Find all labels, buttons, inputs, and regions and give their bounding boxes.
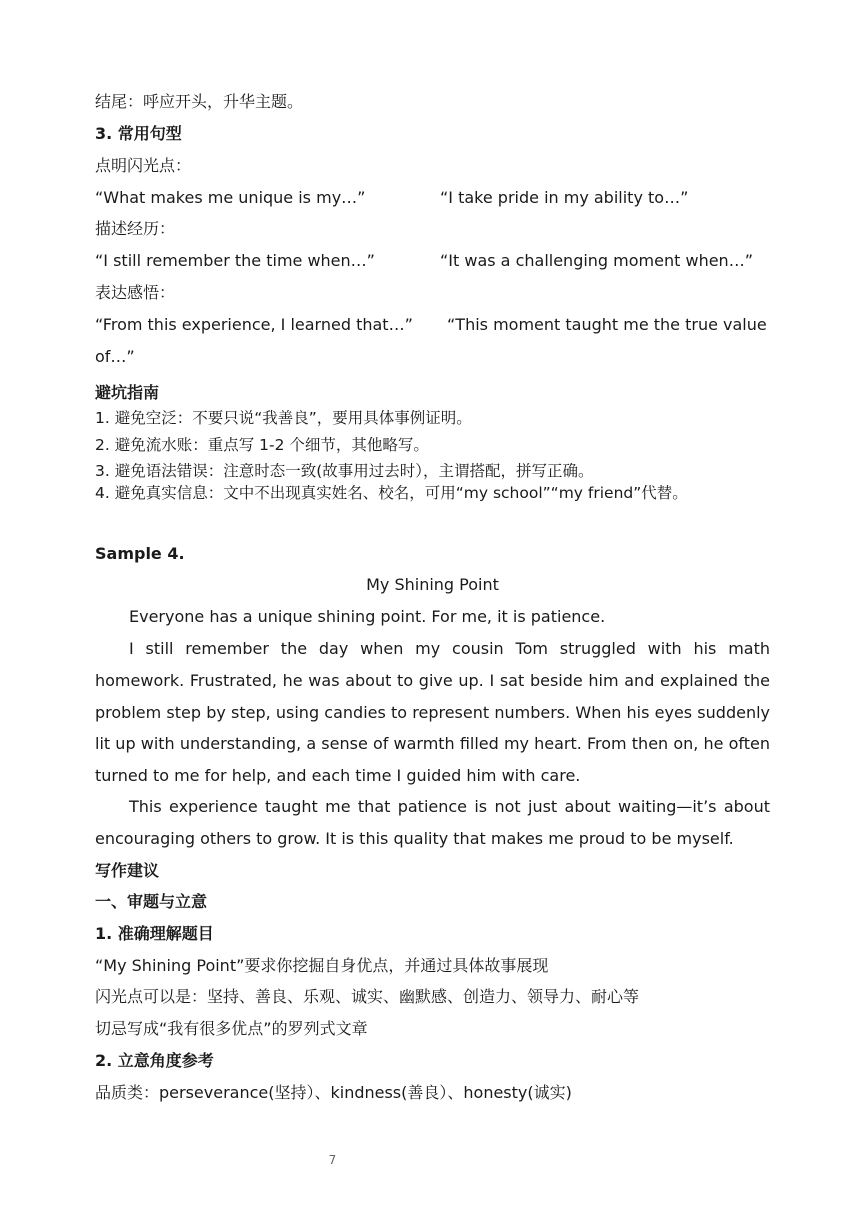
pattern-left: “From this experience, I learned that…” xyxy=(95,315,413,334)
advice-line: 品质类：perseverance(坚持）、kindness(善良）、honesty(诚实) xyxy=(95,1083,572,1102)
pitfall-item: 1. 避免空泛：不要只说“我善良”，要用具体事例证明。 xyxy=(95,409,472,427)
pattern-left: “What makes me unique is my…” xyxy=(95,188,366,207)
pitfall-item: 3. 避免语法错误：注意时态一致(故事用过去时），主谓搭配，拼写正确。 xyxy=(95,462,594,480)
essay-paragraph: I still remember the day when my cousin Tom struggled with his math homework. Frustrated, he was about to give up. I sat beside him and explained the problem step by step, using candies to represent numbers. When his eyes suddenly lit up with understanding, a sense of warmth filled my heart. From then on, he often turned to me for help, and each time I guided him with care. xyxy=(95,639,770,786)
advice-line: 切忌写成“我有很多优点”的罗列式文章 xyxy=(95,1019,368,1038)
pattern-label: 点明闪光点： xyxy=(95,156,192,175)
section-heading: 一、审题与立意 xyxy=(95,892,208,911)
pattern-continuation: of…” xyxy=(95,347,135,366)
pattern-left: “I still remember the time when…” xyxy=(95,251,375,270)
pattern-label: 描述经历： xyxy=(95,219,176,238)
sample-label: Sample 4. xyxy=(95,544,185,563)
essay-paragraph: Everyone has a unique shining point. For me, it is patience. xyxy=(129,607,606,626)
subsection-heading: 2. 立意角度参考 xyxy=(95,1051,214,1070)
pattern-right: “I take pride in my ability to…” xyxy=(440,188,689,207)
ending-line: 结尾：呼应开头，升华主题。 xyxy=(95,92,304,111)
essay-title: My Shining Point xyxy=(366,575,499,594)
advice-heading: 写作建议 xyxy=(95,861,160,880)
subsection-heading: 1. 准确理解题目 xyxy=(95,924,214,943)
pattern-label: 表达感悟： xyxy=(95,283,176,302)
advice-line: “My Shining Point”要求你挖掘自身优点，并通过具体故事展现 xyxy=(95,956,549,975)
pitfall-item: 4. 避免真实信息：文中不出现真实姓名、校名，可用“my school”“my friend”代替。 xyxy=(95,484,688,502)
pattern-right: “It was a challenging moment when…” xyxy=(440,251,753,270)
essay-paragraph: This experience taught me that patience is not just about waiting—it’s about encouraging others to grow. It is this quality that makes me proud to be myself. xyxy=(95,797,770,848)
advice-line: 闪光点可以是：坚持、善良、乐观、诚实、幽默感、创造力、领导力、耐心等 xyxy=(95,987,640,1006)
pitfalls-heading: 避坑指南 xyxy=(95,383,160,402)
pitfall-item: 2. 避免流水账：重点写 1-2 个细节，其他略写。 xyxy=(95,436,429,454)
patterns-heading: 3. 常用句型 xyxy=(95,124,182,143)
pattern-right: “This moment taught me the true value xyxy=(447,315,767,334)
page-number: 7 xyxy=(328,1153,337,1167)
